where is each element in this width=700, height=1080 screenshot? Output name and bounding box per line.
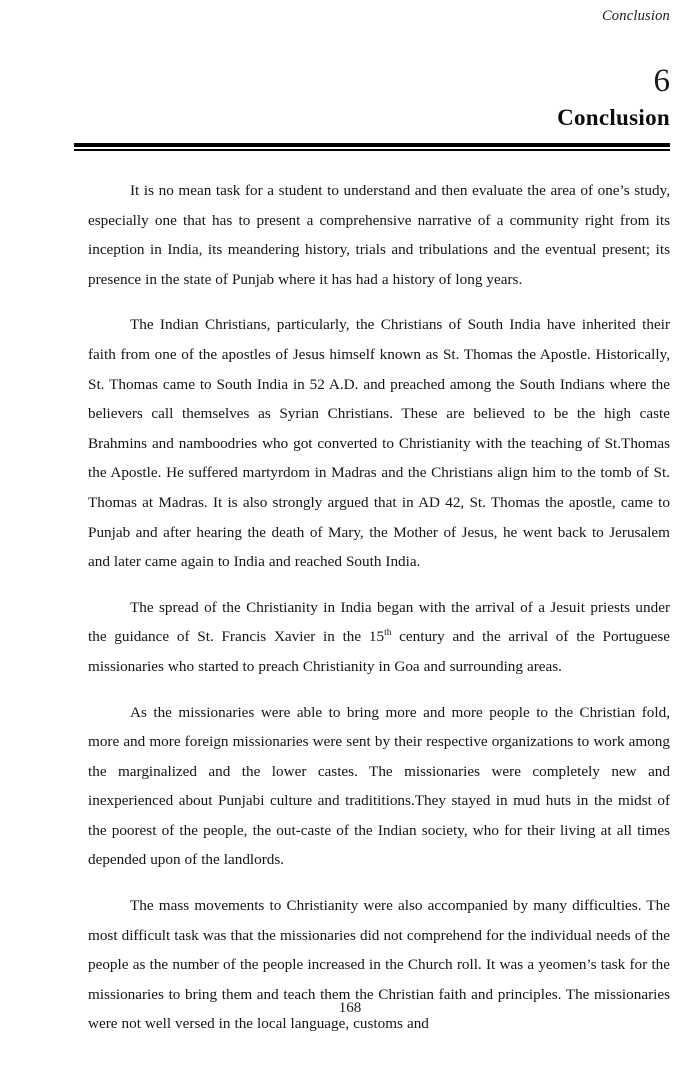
- body-text-column: [88, 176, 670, 1039]
- paragraph: It is no mean task for a student to understand and then evaluate the area of one’s study, especially one that has to present a comprehensive narrative of a community right from its inception in India, its meandering history, trials and tribulations and the eventual present; its presence in the state of Punjab where it has had a history of long years.: [88, 182, 670, 288]
- paragraph: The Indian Christians, particularly, the Christians of South India have inherited their faith from one of the apostles of Jesus himself known as St. Thomas the Apostle. Historically, St. Thomas came to South India in 52 A.D. and preached among the South Indians where the believers call themselves as Syrian Christians. These are believed to be the high caste Brahmins and namboodries who got converted to Christianity with the teaching of St.Thomas the Apostle. He suffered martyrdom in Madras and the Christians align him to the tomb of St. Thomas at Madras. It is also strongly argued that in AD 42, St. Thomas the apostle, came to Punjab and after hearing the death of Mary, the Mother of Jesus, he went back to Jerusalem and later came again to India and reached South India.: [88, 316, 670, 571]
- chapter-heading-block: [88, 62, 670, 134]
- page-number-folio: 168: [338, 1000, 362, 1016]
- rule-thin-line: [74, 149, 670, 151]
- paragraph: The mass movements to Christianity were also accompanied by many difficulties. The most difficult task was that the missionaries did not comprehend for the individual needs of the people as the number of the people increased in the Church roll. It was a yeomen’s task for the missionaries to bring them and teach them the Christian faith and principles. The missionaries were not well versed in the local language, customs and: [88, 897, 670, 1033]
- ordinal-superscript: th: [384, 628, 392, 639]
- running-header: Conclusion: [601, 8, 670, 24]
- chapter-number: 6: [653, 63, 670, 99]
- paragraph: As the missionaries were able to bring more and more people to the Christian fold, more and more foreign missionaries were sent by their respective organizations to work among the marginalized and the lower castes. The missionaries were completely new and inexperienced about Punjabi culture and tradititions.They stayed in mud huts in the midst of the poorest of the people, the out-caste of the Indian society, who for their living at all times depended upon of the landlords.: [88, 703, 670, 869]
- chapter-divider-rule: [74, 143, 670, 151]
- paragraph-text-before-superscript: The spread of the Christianity in India began with the arrival of a Jesuit priests under the guidance of St. Francis Xavier in the 15: [88, 598, 670, 646]
- chapter-title: Conclusion: [557, 105, 670, 130]
- paragraph: [88, 593, 670, 682]
- paragraph-text-after-superscript: century and the arrival of the Portuguese missionaries who started to preach Christianity in Goa and surrounding areas.: [88, 628, 671, 675]
